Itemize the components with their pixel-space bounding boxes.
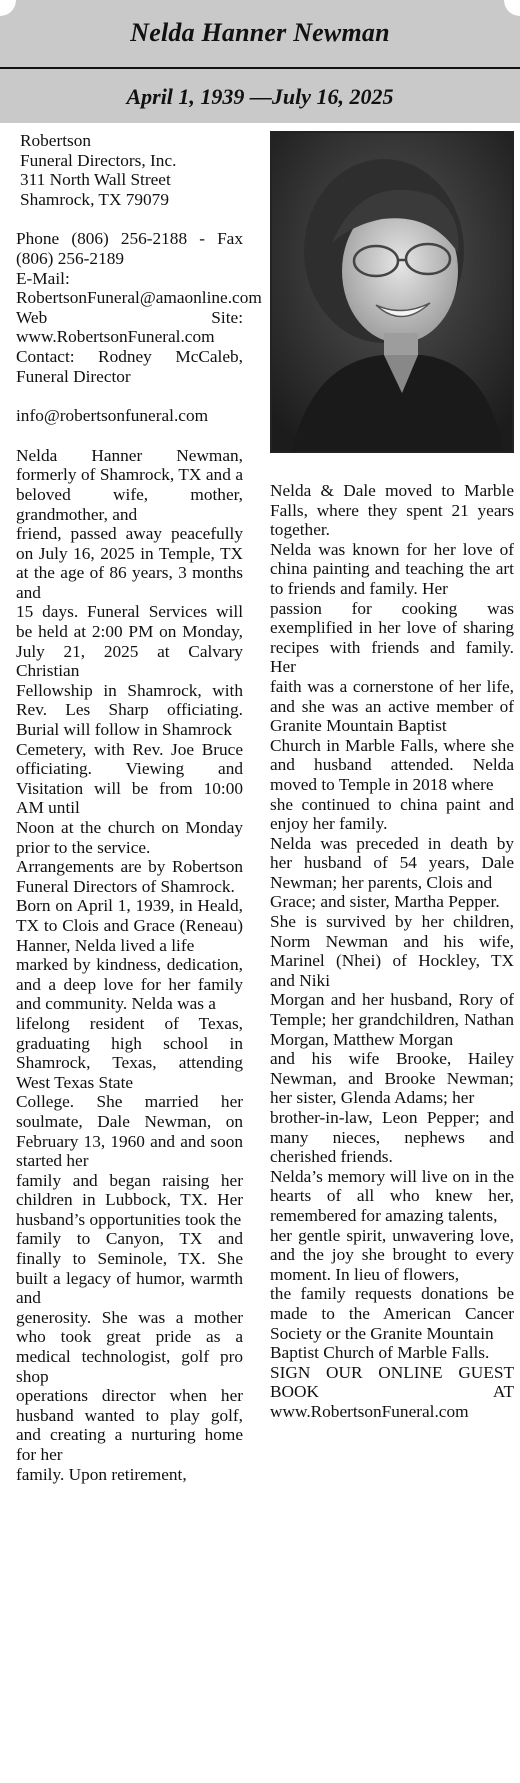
right-column (270, 481, 514, 1422)
obituary-paragraph: the family requests donations be made to the American Cancer Society or the Granite Mountain (270, 1284, 514, 1343)
obituary-paragraph: her gentle spirit, unwavering love, and the joy she brought to every moment. In lieu of flowers, (270, 1225, 514, 1284)
obituary-paragraph: 15 days. Funeral Services will be held at 2:00 PM on Monday, July 21, 2025 at Calvary Christian (16, 602, 243, 681)
obituary-body-left (16, 446, 243, 1484)
obituary-paragraph: Nelda was preceded in death by her husband of 54 years, Dale Newman; her parents, Clois and (270, 833, 514, 892)
obituary-paragraph: Arrangements are by Robertson Funeral Directors of Shamrock. (16, 857, 243, 896)
portrait-photo (270, 131, 514, 453)
left-column (16, 131, 262, 1484)
obituary-paragraph: lifelong resident of Texas, graduating high school in Shamrock, Texas, attending West Texas State (16, 1013, 243, 1092)
obituary-paragraph: generosity. She was a mother who took great pride as a medical technologist, golf pro shop (16, 1307, 243, 1386)
obituary-paragraph: Baptist Church of Marble Falls. (270, 1343, 490, 1363)
obituary-paragraph: family to Canyon, TX and finally to Seminole, TX. She built a legacy of humor, warmth and (16, 1229, 243, 1308)
obituary-paragraph: Nelda Hanner Newman, formerly of Shamrock, TX and a beloved wife, mother, grandmother, and (16, 445, 243, 524)
obituary-paragraph: she continued to china paint and enjoy her family. (270, 794, 514, 834)
deceased-name: Nelda Hanner Newman (130, 18, 390, 47)
obituary-paragraph: She is survived by her children, Norm Newman and his wife, Marinel (Nhei) of Hockley, TX and Niki (270, 912, 514, 990)
obituary-paragraph: Nelda’s memory will live on in the hearts of all who knew her, remembered for amazing talents, (270, 1166, 514, 1225)
address-line: 311 North Wall Street (20, 170, 171, 190)
obituary-paragraph: Nelda & Dale moved to Marble Falls, where they spent 21 years together. (270, 481, 514, 540)
obituary-paragraph: Grace; and sister, Martha Pepper. (270, 892, 500, 912)
obituary-paragraph: Church in Marble Falls, where she and husband attended. Nelda moved to Temple in 2018 where (270, 735, 514, 794)
obituary-paragraph: Born on April 1, 1939, in Heald, TX to Clois and Grace (Reneau) Hanner, Nelda lived a life (16, 896, 243, 955)
obituary-paragraph: passion for cooking was exemplified in her love of sharing recipes with friends and family. Her (270, 598, 514, 677)
obituary-paragraph: College. She married her soulmate, Dale Newman, on February 13, 1960 and and soon started her (16, 1092, 243, 1171)
obituary-header (0, 0, 520, 123)
obituary-body-right (270, 481, 514, 1422)
obituary-paragraph: faith was a cornerstone of her life, and she was an active member of Granite Mountain Baptist (270, 676, 514, 736)
obituary-paragraph: operations director when her husband wanted to play golf, and creating a nurturing home for her (16, 1386, 243, 1464)
obituary-paragraph: SIGN OUR ONLINE GUEST BOOK AT www.RobertsonFuneral.com (270, 1362, 514, 1421)
contact-person: Contact: Rodney McCaleb, Funeral Director (16, 346, 243, 386)
obituary-paragraph: Nelda was known for her love of china painting and teaching the art to friends and family. Her (270, 539, 514, 598)
website[interactable]: Web Site: www.RobertsonFuneral.com (16, 307, 243, 347)
info-email[interactable]: info@robertsonfuneral.com (16, 406, 209, 426)
obituary-paragraph: Fellowship in Shamrock, with Rev. Les Sharp officiating. Burial will follow in Shamrock (16, 680, 243, 740)
phone-fax: Phone (806) 256-2188 - Fax (806) 256-2189 (16, 229, 243, 268)
corner-notch (504, 0, 520, 16)
obituary-paragraph: and his wife Brooke, Hailey Newman, and Brooke Newman; her sister, Glenda Adams; her (270, 1049, 514, 1108)
address-line: Funeral Directors, Inc. (20, 150, 177, 170)
funeral-home-address (16, 131, 243, 209)
obituary-paragraph: family. Upon retirement, (16, 1464, 187, 1484)
address-line: Robertson (20, 131, 92, 150)
address-line: Shamrock, TX 79079 (20, 189, 169, 209)
header-divider (0, 67, 520, 69)
email-address[interactable]: E-Mail: RobertsonFuneral@amaonline.com (16, 268, 262, 308)
obituary-paragraph: Cemetery, with Rev. Joe Bruce officiating. Viewing and Visitation will be from 10:00 AM until (16, 739, 243, 818)
obituary-paragraph: brother-in-law, Leon Pepper; and many nieces, nephews and cherished friends. (270, 1108, 514, 1167)
obituary-paragraph: friend, passed away peacefully on July 16, 2025 in Temple, TX at the age of 86 years, 3 months and (16, 524, 243, 602)
obituary-paragraph: marked by kindness, dedication, and a deep love for her family and community. Nelda was a (16, 955, 243, 1014)
obituary-paragraph: Noon at the church on Monday prior to the service. (16, 818, 243, 857)
corner-notch (0, 0, 16, 16)
obituary-paragraph: family and began raising her children in Lubbock, TX. Her husband’s opportunities took the (16, 1170, 243, 1229)
life-dates: April 1, 1939 —July 16, 2025 (126, 84, 394, 109)
obituary-paragraph: Morgan and her husband, Rory of Temple; her grandchildren, Nathan Morgan, Matthew Morgan (270, 990, 514, 1049)
